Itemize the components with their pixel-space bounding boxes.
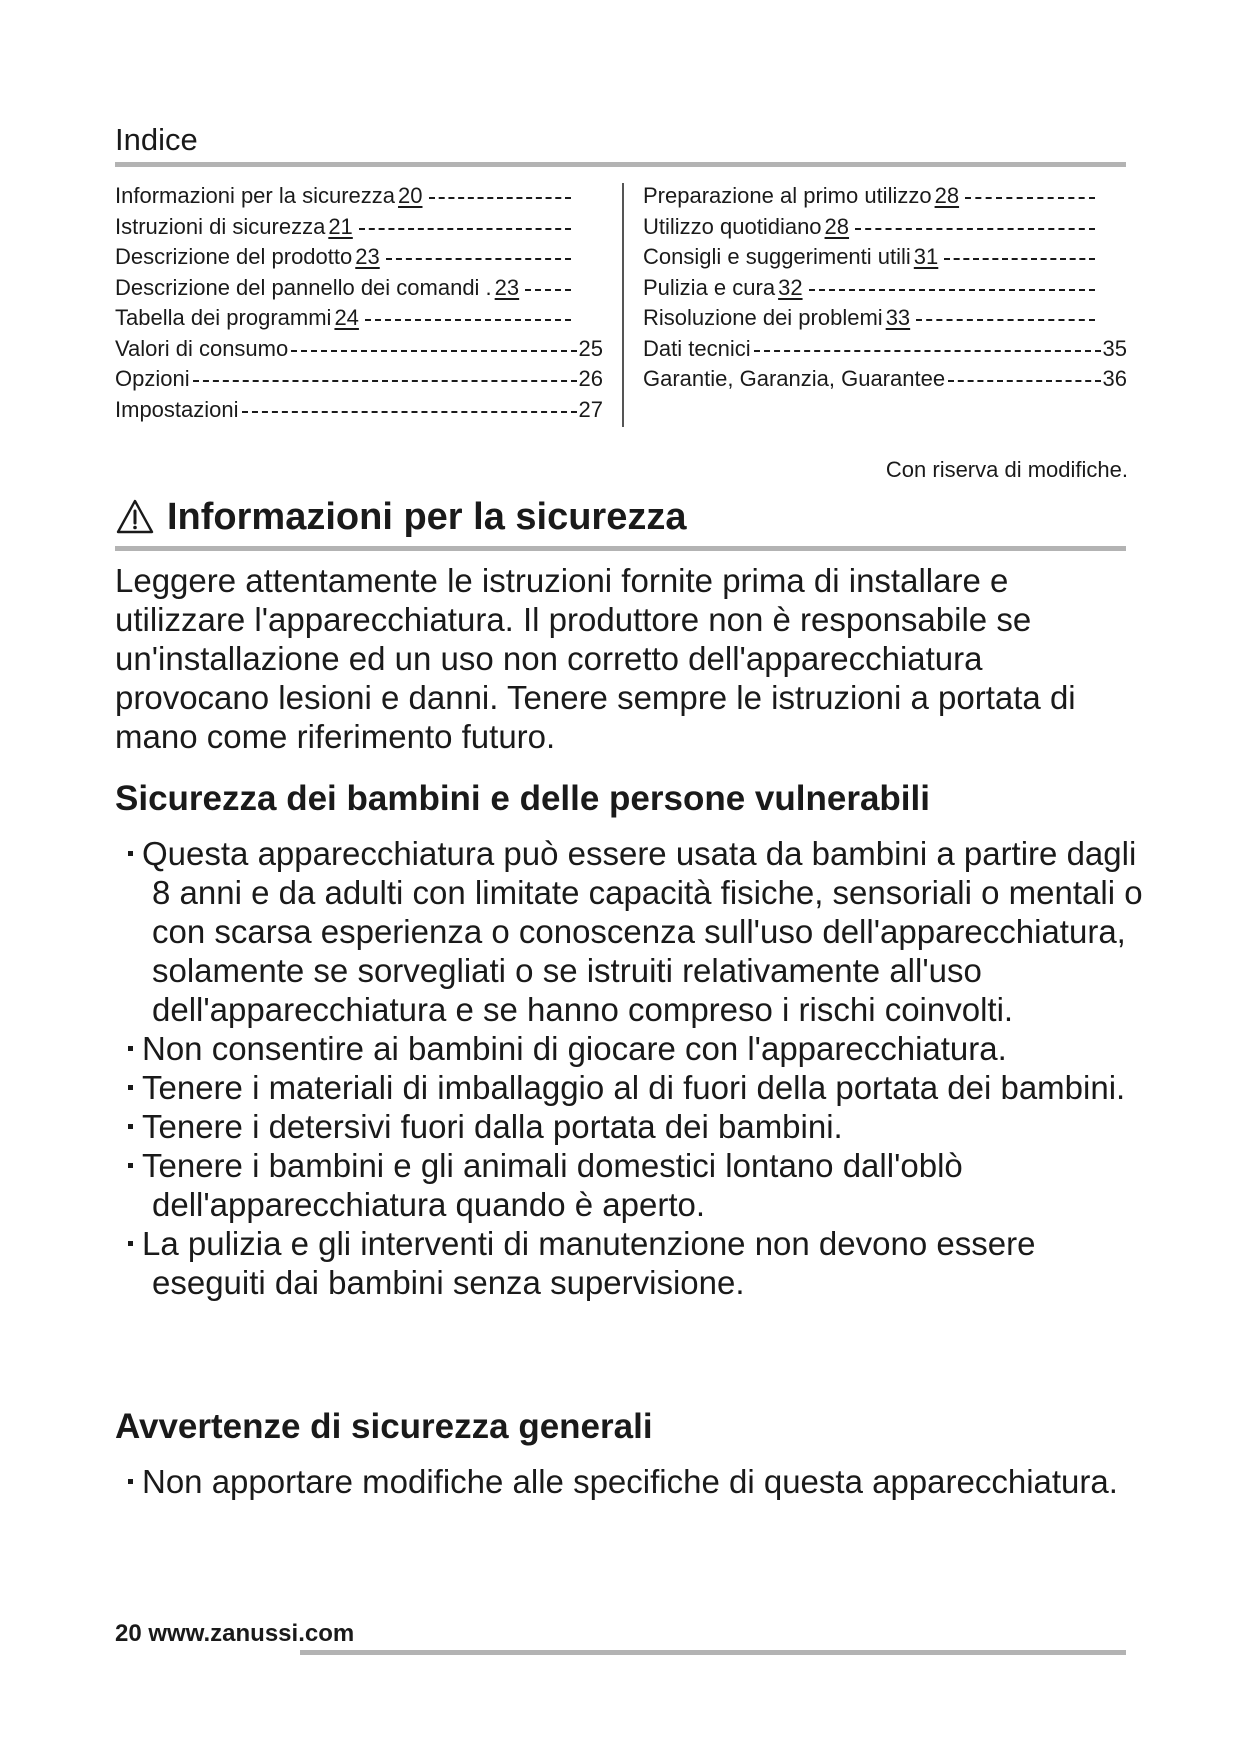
toc-entry[interactable]: [115, 303, 603, 334]
list-item: [115, 1029, 1145, 1068]
bullet-icon: [128, 1124, 133, 1129]
index-title: Indice: [115, 122, 198, 157]
toc-right-column: [643, 181, 1127, 395]
toc-entry[interactable]: [115, 273, 603, 304]
children-safety-list: [115, 834, 1145, 1302]
toc-entry-label: Valori di consumo: [115, 335, 289, 361]
bullet-icon: [128, 851, 133, 856]
toc-entry-page: 36: [1102, 366, 1127, 391]
toc-entry[interactable]: [643, 303, 1127, 334]
list-item: [115, 1107, 1145, 1146]
toc-entry-label: Consigli e suggerimenti utili: [643, 244, 911, 269]
toc-entry-label: Descrizione del prodotto: [115, 244, 353, 269]
toc-leader: [291, 350, 576, 352]
list-item: [115, 1224, 1145, 1302]
list-item-text: Non apportare modifiche alle specifiche di questa apparecchiatura.: [142, 1463, 1118, 1500]
toc-entry[interactable]: [115, 364, 603, 395]
toc-leader: [916, 319, 1095, 321]
toc-leader: [242, 411, 577, 413]
bullet-icon: [128, 1085, 133, 1090]
list-item-text: Tenere i materiali di imballaggio al di fuori della portata dei bambini.: [142, 1069, 1126, 1106]
intro-paragraph: Leggere attentamente le istruzioni fornite prima di installare e utilizzare l'apparecchiatura. Il produttore non è responsabile se un'installazione ed un uso non corretto dell'apparecchiatura provocano lesioni e danni. Tenere sempre le istruzioni a portata di mano come riferimento futuro.: [115, 562, 1076, 755]
toc-entry[interactable]: [115, 334, 603, 365]
toc-entry-label: Tabella dei programmi: [115, 305, 332, 330]
toc-leader: [965, 197, 1095, 199]
toc-entry[interactable]: [115, 242, 603, 273]
list-item: [115, 834, 1145, 1029]
toc-leader: [809, 289, 1095, 291]
toc-entry[interactable]: [643, 242, 1127, 273]
toc-entry-page: 35: [1102, 335, 1127, 361]
toc-entry[interactable]: [643, 212, 1127, 243]
list-item: [115, 1462, 1145, 1501]
toc-entry-label: Descrizione del pannello dei comandi .: [115, 274, 492, 300]
toc-entry-label: Pulizia e cura: [643, 274, 776, 300]
toc-entry-page: 28: [824, 213, 850, 239]
toc-entry[interactable]: [115, 395, 603, 426]
toc-entry-page: 24: [334, 305, 359, 330]
toc-entry-label: Utilizzo quotidiano: [643, 213, 822, 239]
toc-entry-page: 23: [355, 244, 380, 269]
toc-leader: [754, 350, 1101, 352]
toc-leader: [429, 197, 572, 199]
general-safety-list: [115, 1462, 1145, 1501]
toc-entry-page: 33: [885, 305, 911, 330]
toc-leader: [855, 228, 1095, 230]
toc-entry-label: Impostazioni: [115, 396, 239, 422]
toc-entry-page: 23: [494, 274, 520, 300]
toc-entry[interactable]: [643, 364, 1127, 395]
bullet-icon: [128, 1479, 133, 1484]
footer-divider: [300, 1650, 1126, 1655]
list-item-text: Tenere i detersivi fuori dalla portata dei bambini.: [142, 1108, 843, 1145]
toc-column-divider: [622, 183, 624, 427]
list-item: [115, 1146, 1145, 1224]
list-item-text: Non consentire ai bambini di giocare con l'apparecchiatura.: [142, 1030, 1007, 1067]
list-item-text: Tenere i bambini e gli animali domestici lontano dall'oblò dell'apparecchiatura quando è aperto.: [142, 1147, 963, 1223]
children-safety-heading: Sicurezza dei bambini e delle persone vulnerabili: [115, 779, 930, 818]
list-item-text: Questa apparecchiatura può essere usata da bambini a partire dagli 8 anni e da adulti con limitate capacità fisiche, sensoriali o mentali o con scarsa esperienza o conoscenza sull'uso dell'apparecchiatura, solamente se sorvegliati o se istruiti relativamente all'uso dell'apparecchiatura e se hanno compreso i rischi coinvolti.: [142, 835, 1143, 1028]
bullet-icon: [128, 1046, 133, 1051]
bullet-icon: [128, 1163, 133, 1168]
toc-entry-label: Risoluzione dei problemi: [643, 305, 883, 330]
index-divider: [115, 162, 1126, 167]
page-footer: [115, 1618, 354, 1650]
toc-leader: [525, 289, 571, 291]
toc-entry-label: Garantie, Garanzia, Guarantee: [643, 366, 946, 391]
toc-leader: [944, 258, 1095, 260]
toc-entry-label: Informazioni per la sicurezza: [115, 183, 396, 208]
toc-leader: [359, 228, 571, 230]
toc-entry-page: 32: [778, 274, 803, 300]
bullet-icon: [128, 1241, 133, 1246]
toc-entry[interactable]: [643, 181, 1127, 212]
toc-leader: [365, 319, 571, 321]
toc-leader: [193, 380, 577, 382]
toc-entry-label: Istruzioni di sicurezza: [115, 213, 326, 239]
toc-entry[interactable]: [643, 273, 1127, 304]
section-divider: [115, 546, 1126, 551]
toc-entry-page: 28: [934, 183, 960, 208]
toc-entry-page: 26: [578, 366, 603, 391]
toc-leader: [948, 380, 1100, 382]
list-item-text: La pulizia e gli interventi di manutenzione non devono essere eseguiti dai bambini senza supervisione.: [142, 1225, 1036, 1301]
toc-entry-label: Dati tecnici: [643, 335, 751, 361]
toc-entry[interactable]: [115, 212, 603, 243]
toc-entry-page: 25: [578, 335, 603, 361]
revision-note: Con riserva di modifiche.: [885, 457, 1128, 482]
toc-entry-page: 27: [578, 396, 603, 422]
section-heading: [115, 493, 686, 541]
toc-entry-label: Opzioni: [115, 366, 190, 391]
page-number: 20: [115, 1620, 142, 1647]
toc-entry[interactable]: [115, 181, 603, 212]
section-title: Informazioni per la sicurezza: [167, 496, 687, 538]
list-item: [115, 1068, 1145, 1107]
toc-entry-page: 20: [398, 183, 423, 208]
toc-entry[interactable]: [643, 334, 1127, 365]
toc-leader: [386, 258, 571, 260]
toc-entry-page: 31: [913, 244, 939, 269]
toc-entry-label: Preparazione al primo utilizzo: [643, 183, 932, 208]
website-link[interactable]: www.zanussi.com: [148, 1620, 355, 1647]
general-safety-heading: Avvertenze di sicurezza generali: [115, 1407, 653, 1446]
warning-triangle-icon: [115, 498, 155, 536]
toc-left-column: [115, 181, 603, 425]
toc-entry-page: 21: [328, 213, 353, 239]
